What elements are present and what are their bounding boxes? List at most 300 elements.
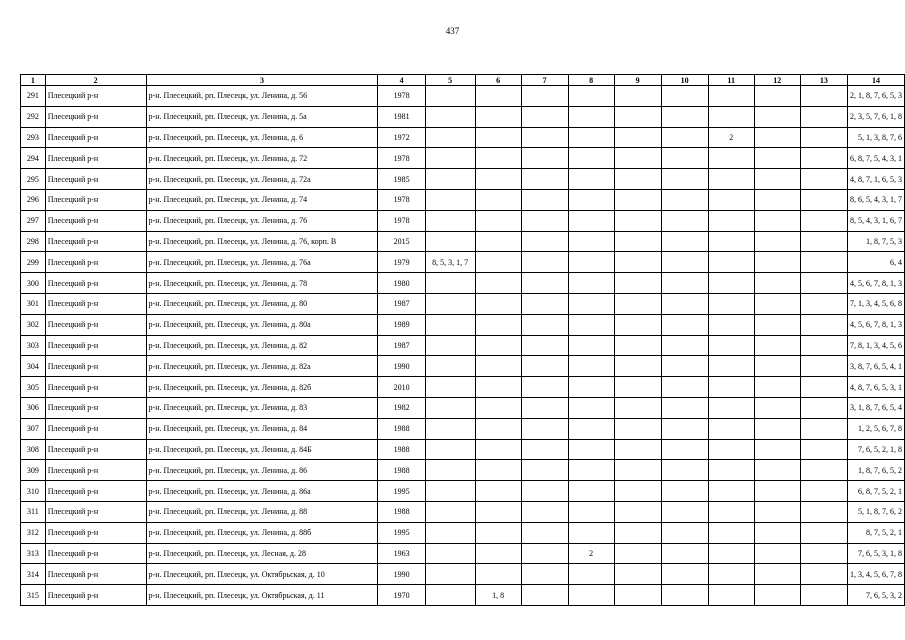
cell-col-10 (661, 564, 708, 585)
cell-col-10 (661, 377, 708, 398)
cell-col-14: 8, 7, 5, 2, 1 (847, 522, 904, 543)
cell-col-10 (661, 481, 708, 502)
cell-col-10 (661, 86, 708, 107)
cell-col-5 (425, 585, 475, 606)
cell-col-12 (754, 397, 800, 418)
cell-col-8 (568, 356, 614, 377)
cell-col-13 (800, 293, 847, 314)
cell-col-7 (521, 148, 568, 169)
table-row (21, 335, 905, 356)
cell-col-7 (521, 252, 568, 273)
cell-col-11 (708, 169, 754, 190)
cell-col-11 (708, 189, 754, 210)
cell-col-5 (425, 86, 475, 107)
cell-col-4: 1979 (378, 252, 425, 273)
cell-col-12 (754, 293, 800, 314)
cell-col-8 (568, 418, 614, 439)
cell-col-1: 296 (21, 189, 46, 210)
cell-col-11 (708, 252, 754, 273)
cell-col-3: р-н. Плесецкий, рп. Плесецк, ул. Ленина, д. 76а (146, 252, 378, 273)
cell-col-9 (614, 481, 661, 502)
table-row (21, 148, 905, 169)
cell-col-12 (754, 439, 800, 460)
cell-col-7 (521, 273, 568, 294)
cell-col-1: 312 (21, 522, 46, 543)
cell-col-8 (568, 460, 614, 481)
cell-col-10 (661, 543, 708, 564)
cell-col-11 (708, 564, 754, 585)
cell-col-12 (754, 481, 800, 502)
cell-col-3: р-н. Плесецкий, рп. Плесецк, ул. Ленина, д. 86 (146, 460, 378, 481)
cell-col-10 (661, 501, 708, 522)
cell-col-1: 305 (21, 377, 46, 398)
column-header-1: 1 (21, 75, 46, 86)
cell-col-12 (754, 418, 800, 439)
cell-col-5 (425, 273, 475, 294)
cell-col-5 (425, 377, 475, 398)
cell-col-7 (521, 335, 568, 356)
column-header-10: 10 (661, 75, 708, 86)
table-row (21, 189, 905, 210)
cell-col-12 (754, 522, 800, 543)
cell-col-10 (661, 231, 708, 252)
cell-col-1: 301 (21, 293, 46, 314)
cell-col-13 (800, 397, 847, 418)
cell-col-8 (568, 439, 614, 460)
cell-col-9 (614, 293, 661, 314)
cell-col-12 (754, 148, 800, 169)
cell-col-8 (568, 522, 614, 543)
cell-col-13 (800, 585, 847, 606)
cell-col-11 (708, 418, 754, 439)
cell-col-5 (425, 356, 475, 377)
column-header-4: 4 (378, 75, 425, 86)
cell-col-4: 1989 (378, 314, 425, 335)
cell-col-2: Плесецкий р-н (45, 169, 146, 190)
cell-col-5 (425, 106, 475, 127)
cell-col-6 (475, 314, 521, 335)
cell-col-5 (425, 501, 475, 522)
cell-col-4: 1980 (378, 273, 425, 294)
cell-col-13 (800, 189, 847, 210)
cell-col-6 (475, 86, 521, 107)
cell-col-7 (521, 418, 568, 439)
cell-col-11 (708, 293, 754, 314)
cell-col-4: 2010 (378, 377, 425, 398)
cell-col-7 (521, 356, 568, 377)
cell-col-13 (800, 501, 847, 522)
cell-col-13 (800, 231, 847, 252)
table-row (21, 377, 905, 398)
cell-col-1: 303 (21, 335, 46, 356)
cell-col-3: р-н. Плесецкий, рп. Плесецк, ул. Ленина, д. 56 (146, 86, 378, 107)
cell-col-11 (708, 314, 754, 335)
cell-col-10 (661, 356, 708, 377)
cell-col-14: 1, 8, 7, 5, 3 (847, 231, 904, 252)
cell-col-2: Плесецкий р-н (45, 460, 146, 481)
cell-col-3: р-н. Плесецкий, рп. Плесецк, ул. Ленина, д. 80а (146, 314, 378, 335)
cell-col-6 (475, 273, 521, 294)
cell-col-13 (800, 86, 847, 107)
cell-col-1: 292 (21, 106, 46, 127)
cell-col-1: 299 (21, 252, 46, 273)
cell-col-8 (568, 397, 614, 418)
table-row (21, 356, 905, 377)
cell-col-5 (425, 564, 475, 585)
cell-col-12 (754, 585, 800, 606)
cell-col-8 (568, 231, 614, 252)
cell-col-12 (754, 273, 800, 294)
cell-col-10 (661, 189, 708, 210)
cell-col-4: 1988 (378, 439, 425, 460)
cell-col-3: р-н. Плесецкий, рп. Плесецк, ул. Ленина, д. 74 (146, 189, 378, 210)
cell-col-8 (568, 564, 614, 585)
cell-col-7 (521, 543, 568, 564)
cell-col-7 (521, 460, 568, 481)
cell-col-2: Плесецкий р-н (45, 148, 146, 169)
cell-col-8 (568, 86, 614, 107)
cell-col-6 (475, 148, 521, 169)
cell-col-6: 1, 8 (475, 585, 521, 606)
cell-col-11 (708, 231, 754, 252)
cell-col-13 (800, 543, 847, 564)
cell-col-12 (754, 564, 800, 585)
cell-col-1: 307 (21, 418, 46, 439)
cell-col-2: Плесецкий р-н (45, 481, 146, 502)
cell-col-2: Плесецкий р-н (45, 377, 146, 398)
cell-col-9 (614, 231, 661, 252)
cell-col-4: 1972 (378, 127, 425, 148)
cell-col-1: 294 (21, 148, 46, 169)
cell-col-6 (475, 377, 521, 398)
cell-col-3: р-н. Плесецкий, рп. Плесецк, ул. Октябрьская, д. 10 (146, 564, 378, 585)
cell-col-11 (708, 148, 754, 169)
cell-col-14: 5, 1, 8, 7, 6, 2 (847, 501, 904, 522)
cell-col-13 (800, 522, 847, 543)
table-row (21, 501, 905, 522)
cell-col-13 (800, 273, 847, 294)
cell-col-4: 1988 (378, 501, 425, 522)
cell-col-7 (521, 585, 568, 606)
cell-col-3: р-н. Плесецкий, рп. Плесецк, ул. Ленина, д. 82б (146, 377, 378, 398)
table-row (21, 397, 905, 418)
cell-col-13 (800, 377, 847, 398)
cell-col-9 (614, 273, 661, 294)
cell-col-11 (708, 501, 754, 522)
cell-col-8 (568, 293, 614, 314)
cell-col-11 (708, 543, 754, 564)
cell-col-14: 8, 6, 5, 4, 3, 1, 7 (847, 189, 904, 210)
cell-col-1: 302 (21, 314, 46, 335)
cell-col-3: р-н. Плесецкий, рп. Плесецк, ул. Ленина, д. 78 (146, 273, 378, 294)
table-row (21, 543, 905, 564)
cell-col-3: р-н. Плесецкий, рп. Плесецк, ул. Ленина, д. 84 (146, 418, 378, 439)
cell-col-5 (425, 293, 475, 314)
cell-col-3: р-н. Плесецкий, рп. Плесецк, ул. Ленина, д. 83 (146, 397, 378, 418)
cell-col-4: 2015 (378, 231, 425, 252)
cell-col-2: Плесецкий р-н (45, 293, 146, 314)
cell-col-14: 1, 3, 4, 5, 6, 7, 8 (847, 564, 904, 585)
cell-col-3: р-н. Плесецкий, рп. Плесецк, ул. Ленина, д. 86а (146, 481, 378, 502)
cell-col-5 (425, 522, 475, 543)
cell-col-7 (521, 86, 568, 107)
cell-col-8 (568, 252, 614, 273)
cell-col-2: Плесецкий р-н (45, 189, 146, 210)
cell-col-1: 291 (21, 86, 46, 107)
cell-col-9 (614, 439, 661, 460)
cell-col-8 (568, 189, 614, 210)
cell-col-10 (661, 106, 708, 127)
cell-col-9 (614, 148, 661, 169)
cell-col-6 (475, 356, 521, 377)
cell-col-8 (568, 377, 614, 398)
cell-col-7 (521, 501, 568, 522)
cell-col-7 (521, 169, 568, 190)
cell-col-7 (521, 293, 568, 314)
cell-col-9 (614, 210, 661, 231)
cell-col-14: 5, 1, 3, 8, 7, 6 (847, 127, 904, 148)
cell-col-5 (425, 210, 475, 231)
cell-col-3: р-н. Плесецкий, рп. Плесецк, ул. Лесная, д. 28 (146, 543, 378, 564)
cell-col-6 (475, 127, 521, 148)
cell-col-14: 6, 8, 7, 5, 4, 3, 1 (847, 148, 904, 169)
table-row (21, 210, 905, 231)
cell-col-1: 293 (21, 127, 46, 148)
cell-col-10 (661, 273, 708, 294)
cell-col-1: 298 (21, 231, 46, 252)
cell-col-6 (475, 522, 521, 543)
cell-col-12 (754, 543, 800, 564)
cell-col-2: Плесецкий р-н (45, 501, 146, 522)
cell-col-10 (661, 335, 708, 356)
cell-col-1: 306 (21, 397, 46, 418)
cell-col-11 (708, 86, 754, 107)
table-row (21, 127, 905, 148)
cell-col-1: 308 (21, 439, 46, 460)
cell-col-7 (521, 439, 568, 460)
cell-col-11 (708, 397, 754, 418)
table-row (21, 86, 905, 107)
table-row (21, 314, 905, 335)
cell-col-14: 4, 5, 6, 7, 8, 1, 3 (847, 314, 904, 335)
cell-col-2: Плесецкий р-н (45, 543, 146, 564)
cell-col-10 (661, 439, 708, 460)
cell-col-9 (614, 460, 661, 481)
cell-col-8 (568, 127, 614, 148)
cell-col-9 (614, 356, 661, 377)
cell-col-5 (425, 460, 475, 481)
cell-col-14: 1, 2, 5, 6, 7, 8 (847, 418, 904, 439)
cell-col-14: 6, 8, 7, 5, 2, 1 (847, 481, 904, 502)
cell-col-12 (754, 252, 800, 273)
cell-col-6 (475, 481, 521, 502)
cell-col-13 (800, 418, 847, 439)
cell-col-12 (754, 127, 800, 148)
cell-col-1: 304 (21, 356, 46, 377)
cell-col-2: Плесецкий р-н (45, 127, 146, 148)
cell-col-11 (708, 356, 754, 377)
cell-col-4: 1982 (378, 397, 425, 418)
cell-col-14: 7, 6, 5, 3, 2 (847, 585, 904, 606)
cell-col-9 (614, 314, 661, 335)
table-row (21, 252, 905, 273)
cell-col-9 (614, 377, 661, 398)
cell-col-4: 1978 (378, 86, 425, 107)
cell-col-10 (661, 127, 708, 148)
cell-col-12 (754, 231, 800, 252)
cell-col-4: 1978 (378, 210, 425, 231)
cell-col-2: Плесецкий р-н (45, 314, 146, 335)
cell-col-11 (708, 106, 754, 127)
cell-col-4: 1987 (378, 293, 425, 314)
cell-col-10 (661, 397, 708, 418)
data-table (20, 74, 905, 606)
cell-col-13 (800, 148, 847, 169)
cell-col-8 (568, 314, 614, 335)
cell-col-14: 2, 3, 5, 7, 6, 1, 8 (847, 106, 904, 127)
cell-col-8 (568, 481, 614, 502)
cell-col-6 (475, 335, 521, 356)
cell-col-13 (800, 252, 847, 273)
cell-col-11 (708, 335, 754, 356)
cell-col-9 (614, 397, 661, 418)
cell-col-7 (521, 564, 568, 585)
cell-col-1: 315 (21, 585, 46, 606)
cell-col-5 (425, 439, 475, 460)
cell-col-5 (425, 148, 475, 169)
cell-col-5: 8, 5, 3, 1, 7 (425, 252, 475, 273)
cell-col-13 (800, 169, 847, 190)
cell-col-8 (568, 106, 614, 127)
cell-col-9 (614, 335, 661, 356)
cell-col-8 (568, 210, 614, 231)
cell-col-12 (754, 335, 800, 356)
cell-col-10 (661, 522, 708, 543)
cell-col-2: Плесецкий р-н (45, 86, 146, 107)
cell-col-4: 1978 (378, 189, 425, 210)
table-row (21, 106, 905, 127)
cell-col-3: р-н. Плесецкий, рп. Плесецк, ул. Октябрьская, д. 11 (146, 585, 378, 606)
column-header-6: 6 (475, 75, 521, 86)
column-header-12: 12 (754, 75, 800, 86)
cell-col-14: 1, 8, 7, 6, 5, 2 (847, 460, 904, 481)
cell-col-13 (800, 335, 847, 356)
cell-col-9 (614, 522, 661, 543)
cell-col-7 (521, 314, 568, 335)
table-row (21, 585, 905, 606)
cell-col-4: 1995 (378, 481, 425, 502)
page-number: 437 (445, 26, 460, 36)
cell-col-9 (614, 189, 661, 210)
cell-col-13 (800, 314, 847, 335)
cell-col-14: 6, 4 (847, 252, 904, 273)
cell-col-1: 309 (21, 460, 46, 481)
cell-col-12 (754, 106, 800, 127)
cell-col-8 (568, 335, 614, 356)
cell-col-5 (425, 543, 475, 564)
cell-col-3: р-н. Плесецкий, рп. Плесецк, ул. Ленина, д. 82а (146, 356, 378, 377)
cell-col-4: 1970 (378, 585, 425, 606)
cell-col-2: Плесецкий р-н (45, 273, 146, 294)
cell-col-6 (475, 564, 521, 585)
cell-col-7 (521, 377, 568, 398)
cell-col-9 (614, 418, 661, 439)
cell-col-3: р-н. Плесецкий, рп. Плесецк, ул. Ленина, д. 84Б (146, 439, 378, 460)
column-header-14: 14 (847, 75, 904, 86)
cell-col-6 (475, 189, 521, 210)
cell-col-4: 1963 (378, 543, 425, 564)
table-row (21, 169, 905, 190)
cell-col-8 (568, 273, 614, 294)
cell-col-5 (425, 231, 475, 252)
cell-col-11 (708, 210, 754, 231)
cell-col-4: 1990 (378, 356, 425, 377)
cell-col-1: 300 (21, 273, 46, 294)
cell-col-12 (754, 314, 800, 335)
cell-col-4: 1987 (378, 335, 425, 356)
cell-col-5 (425, 397, 475, 418)
table-row (21, 273, 905, 294)
cell-col-12 (754, 356, 800, 377)
cell-col-11: 2 (708, 127, 754, 148)
cell-col-6 (475, 439, 521, 460)
table-row (21, 418, 905, 439)
cell-col-14: 4, 8, 7, 6, 5, 3, 1 (847, 377, 904, 398)
cell-col-12 (754, 460, 800, 481)
cell-col-2: Плесецкий р-н (45, 252, 146, 273)
cell-col-3: р-н. Плесецкий, рп. Плесецк, ул. Ленина, д. 76, корп. В (146, 231, 378, 252)
cell-col-1: 297 (21, 210, 46, 231)
cell-col-7 (521, 189, 568, 210)
cell-col-11 (708, 585, 754, 606)
cell-col-6 (475, 231, 521, 252)
cell-col-11 (708, 460, 754, 481)
cell-col-9 (614, 543, 661, 564)
header-row (21, 75, 905, 86)
table-row (21, 481, 905, 502)
cell-col-13 (800, 106, 847, 127)
cell-col-13 (800, 460, 847, 481)
cell-col-4: 1978 (378, 148, 425, 169)
cell-col-14: 7, 6, 5, 3, 1, 8 (847, 543, 904, 564)
cell-col-7 (521, 481, 568, 502)
cell-col-6 (475, 397, 521, 418)
cell-col-4: 1988 (378, 418, 425, 439)
cell-col-14: 7, 8, 1, 3, 4, 5, 6 (847, 335, 904, 356)
cell-col-3: р-н. Плесецкий, рп. Плесецк, ул. Ленина, д. 88 (146, 501, 378, 522)
cell-col-11 (708, 439, 754, 460)
cell-col-10 (661, 210, 708, 231)
cell-col-2: Плесецкий р-н (45, 335, 146, 356)
cell-col-10 (661, 314, 708, 335)
cell-col-4: 1995 (378, 522, 425, 543)
cell-col-10 (661, 460, 708, 481)
cell-col-13 (800, 439, 847, 460)
cell-col-1: 314 (21, 564, 46, 585)
cell-col-4: 1988 (378, 460, 425, 481)
cell-col-10 (661, 252, 708, 273)
cell-col-7 (521, 106, 568, 127)
cell-col-12 (754, 189, 800, 210)
cell-col-6 (475, 106, 521, 127)
cell-col-8 (568, 501, 614, 522)
table-row (21, 439, 905, 460)
column-header-9: 9 (614, 75, 661, 86)
cell-col-12 (754, 210, 800, 231)
cell-col-4: 1981 (378, 106, 425, 127)
cell-col-2: Плесецкий р-н (45, 564, 146, 585)
cell-col-5 (425, 127, 475, 148)
